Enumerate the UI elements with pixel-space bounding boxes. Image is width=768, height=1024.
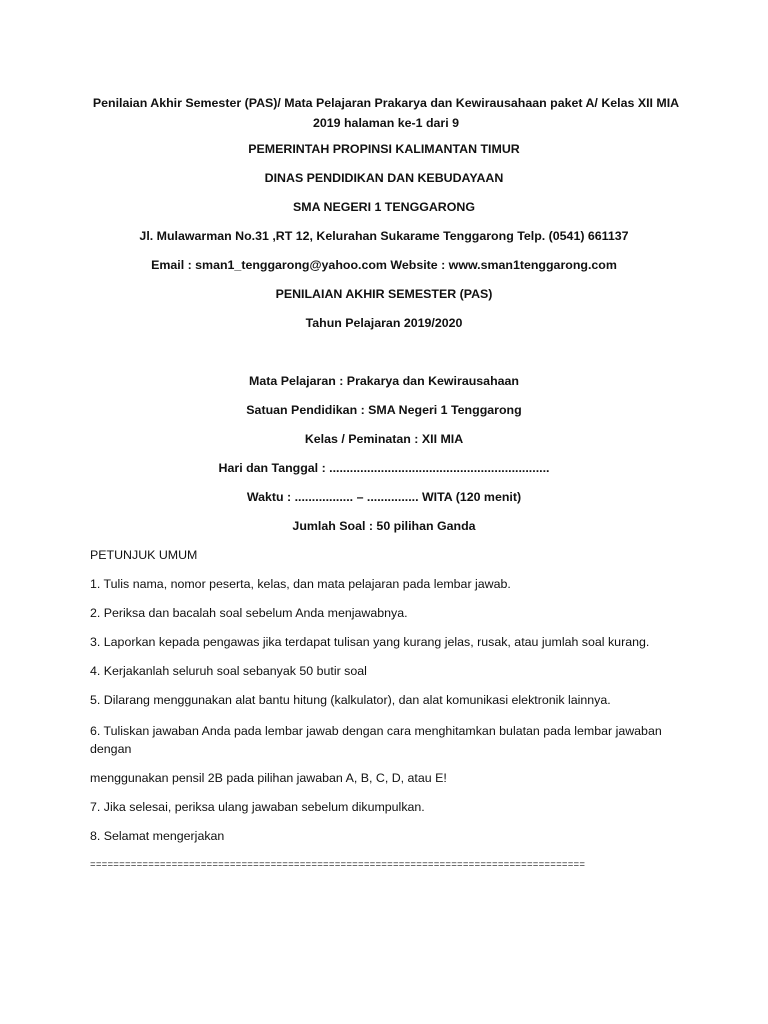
school-address: Jl. Mulawarman No.31 ,RT 12, Kelurahan Sukarame Tenggarong Telp. (0541) 661137 bbox=[139, 229, 629, 243]
instruction-item: 5. Dilarang menggunakan alat bantu hitung (kalkulator), dan alat komunikasi elektronik lainnya. bbox=[90, 693, 611, 707]
separator-line: ===================================================================================== bbox=[90, 859, 586, 870]
exam-education-unit: Satuan Pendidikan : SMA Negeri 1 Tenggarong bbox=[246, 403, 522, 417]
exam-name: PENILAIAN AKHIR SEMESTER (PAS) bbox=[275, 287, 493, 301]
school-contact: Email : sman1_tenggarong@yahoo.com Website : www.sman1tenggarong.com bbox=[151, 258, 617, 272]
instruction-item: menggunakan pensil 2B pada pilihan jawaban A, B, C, D, atau E! bbox=[90, 771, 447, 785]
instruction-item: 1. Tulis nama, nomor peserta, kelas, dan mata pelajaran pada lembar jawab. bbox=[90, 577, 511, 591]
exam-date: Hari dan Tanggal : ................................................................ bbox=[218, 461, 550, 475]
academic-year: Tahun Pelajaran 2019/2020 bbox=[305, 316, 463, 330]
instruction-item: 8. Selamat mengerjakan bbox=[90, 829, 225, 843]
instruction-item: 2. Periksa dan bacalah soal sebelum Anda menjawabnya. bbox=[90, 606, 408, 620]
exam-question-count: Jumlah Soal : 50 pilihan Ganda bbox=[292, 519, 476, 533]
document-title: Penilaian Akhir Semester (PAS)/ Mata Pelajaran Prakarya dan Kewirausahaan paket A/ Kelas XII MIA 2019 halaman ke-1 dari 9 bbox=[92, 96, 680, 130]
instruction-item: 6. Tuliskan jawaban Anda pada lembar jawab dengan cara menghitamkan bulatan pada lembar jawaban dengan bbox=[90, 724, 662, 756]
school-heading: SMA NEGERI 1 TENGGARONG bbox=[293, 200, 475, 214]
instruction-item: 3. Laporkan kepada pengawas jika terdapat tulisan yang kurang jelas, rusak, atau jumlah soal kurang. bbox=[90, 635, 650, 649]
instruction-item: 7. Jika selesai, periksa ulang jawaban sebelum dikumpulkan. bbox=[90, 800, 425, 814]
instructions-heading: PETUNJUK UMUM bbox=[90, 548, 198, 562]
government-heading: PEMERINTAH PROPINSI KALIMANTAN TIMUR bbox=[248, 142, 520, 156]
exam-time: Waktu : ................. – ............... WITA (120 menit) bbox=[246, 490, 522, 504]
instruction-item: 4. Kerjakanlah seluruh soal sebanyak 50 butir soal bbox=[90, 664, 367, 678]
exam-subject: Mata Pelajaran : Prakarya dan Kewirausahaan bbox=[249, 374, 519, 388]
agency-heading: DINAS PENDIDIKAN DAN KEBUDAYAAN bbox=[264, 171, 504, 185]
exam-class: Kelas / Peminatan : XII MIA bbox=[304, 432, 464, 446]
